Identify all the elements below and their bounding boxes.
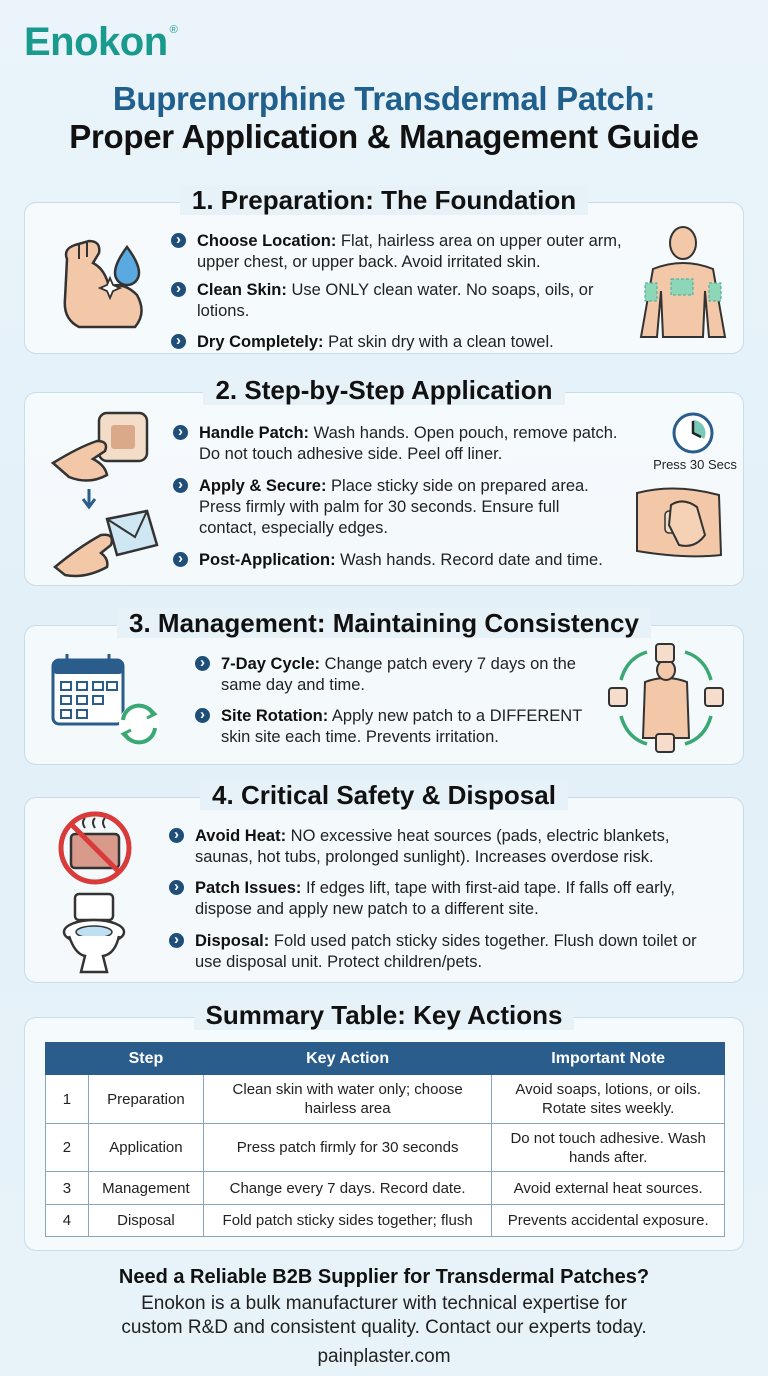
footer-body: Enokon is a bulk manufacturer with technical expertise for custom R&D and consistent quality. Contact our experts today.	[121, 1293, 647, 1338]
section-summary	[24, 1000, 744, 1251]
table-cell: Fold patch sticky sides together; flush	[203, 1205, 491, 1237]
table-cell: Disposal	[88, 1205, 203, 1237]
table-cell: Prevents accidental exposure.	[492, 1205, 725, 1237]
table-cell: 2	[46, 1124, 89, 1172]
section-safety-disposal	[24, 780, 744, 983]
clock-icon	[671, 411, 715, 455]
summary-table	[45, 1042, 725, 1237]
table-cell: Application	[88, 1124, 203, 1172]
calendar-rotation-icon	[49, 652, 169, 748]
preparation-list	[169, 231, 649, 353]
table-cell: 3	[46, 1172, 89, 1205]
page-title-line2: Proper Application & Management Guide	[69, 118, 699, 155]
section-title: 1. Preparation: The Foundation	[25, 185, 743, 216]
brand-name: Enokon	[24, 20, 168, 64]
table-row	[46, 1124, 725, 1172]
safety-list	[167, 826, 727, 973]
list-item: › Apply & Secure: Place sticky side on prepared area. Press firmly with palm for 30 seconds. Ensure full contact, especially edges.	[171, 476, 621, 539]
list-item: › 7-Day Cycle: Change patch every 7 days on the same day and time.	[193, 654, 613, 696]
pressing-patch-icon	[635, 485, 725, 561]
timer-label: Press 30 Secs	[653, 457, 737, 472]
brand-logo	[24, 20, 177, 65]
table-row	[46, 1205, 725, 1237]
column-header: Important Note	[492, 1043, 725, 1075]
toilet-icon	[61, 892, 131, 976]
section-title: 4. Critical Safety & Disposal	[25, 780, 743, 811]
column-header: Key Action	[203, 1043, 491, 1075]
list-item: › Site Rotation: Apply new patch to a DIFFERENT skin site each time. Prevents irritation.	[193, 706, 613, 748]
section-title: 2. Step-by-Step Application	[25, 375, 743, 406]
footer-headline: Need a Reliable B2B Supplier for Transdermal Patches?	[118, 1266, 650, 1288]
brand-registered-mark: ®	[169, 24, 178, 36]
list-item: › Choose Location: Flat, hairless area on upper outer arm, upper chest, or upper back. Avoid irritated skin.	[169, 231, 649, 273]
table-cell: Management	[88, 1172, 203, 1205]
table-cell: Clean skin with water only; choose hairless area	[203, 1075, 491, 1124]
section-preparation	[24, 185, 744, 354]
list-item: › Avoid Heat: NO excessive heat sources (pads, electric blankets, saunas, hot tubs, prolonged sunlight). Increases overdose risk.	[167, 826, 727, 868]
page-title-line1: Buprenorphine Transdermal Patch:	[112, 80, 656, 117]
list-item: › Post-Application: Wash hands. Record date and time.	[171, 550, 731, 571]
column-header	[46, 1043, 89, 1075]
torso-patch-sites-icon	[633, 221, 733, 341]
flexed-arm-water-drop-icon	[49, 229, 169, 339]
table-row	[46, 1172, 725, 1205]
body-rotation-icon	[605, 642, 727, 758]
table-cell: Press patch firmly for 30 seconds	[203, 1124, 491, 1172]
hand-holding-patch-icon	[49, 407, 169, 579]
table-cell: Avoid external heat sources.	[492, 1172, 725, 1205]
section-management	[24, 608, 744, 765]
table-header-row	[46, 1043, 725, 1075]
footer-url-link[interactable]: painplaster.com	[317, 1346, 451, 1367]
table-cell: 4	[46, 1205, 89, 1237]
list-item: › Patch Issues: If edges lift, tape with first-aid tape. If falls off early, dispose and apply new patch to a different site.	[167, 878, 727, 920]
section-title: Summary Table: Key Actions	[25, 1000, 743, 1031]
list-item: › Handle Patch: Wash hands. Open pouch, remove patch. Do not touch adhesive side. Peel off liner.	[171, 423, 621, 465]
column-header: Step	[88, 1043, 203, 1075]
list-item: › Disposal: Fold used patch sticky sides together. Flush down toilet or use disposal unit. Protect children/pets.	[167, 931, 727, 973]
table-cell: Avoid soaps, lotions, or oils. Rotate sites weekly.	[492, 1075, 725, 1124]
table-row	[46, 1075, 725, 1124]
table-cell: Preparation	[88, 1075, 203, 1124]
list-item: › Dry Completely: Pat skin dry with a clean towel.	[169, 332, 649, 353]
management-list	[193, 654, 613, 748]
application-list	[171, 423, 621, 549]
table-cell: Change every 7 days. Record date.	[203, 1172, 491, 1205]
section-title: 3. Management: Maintaining Consistency	[25, 608, 743, 639]
table-cell: Do not touch adhesive. Wash hands after.	[492, 1124, 725, 1172]
list-item: › Clean Skin: Use ONLY clean water. No soaps, oils, or lotions.	[169, 280, 649, 322]
section-application	[24, 375, 744, 586]
table-cell: 1	[46, 1075, 89, 1124]
